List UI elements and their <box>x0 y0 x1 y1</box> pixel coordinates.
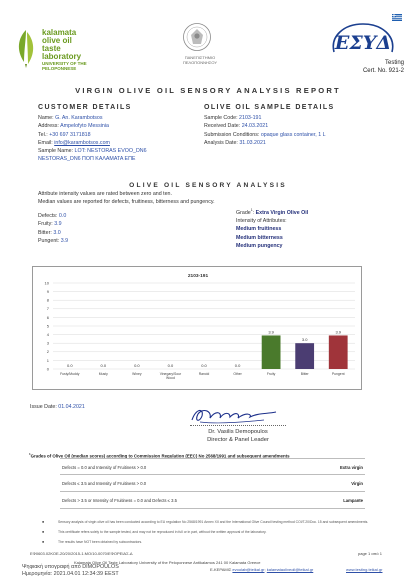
data-label: 0.0 <box>66 363 73 368</box>
bar-bitter <box>295 343 314 369</box>
field-label: Submission Conditions: <box>204 131 261 138</box>
grade-category: Extra virgin <box>339 465 363 470</box>
intensity-bitterness: Medium bitterness <box>236 234 283 241</box>
intro-line: Attribute intensity values are rated between zero and ten. <box>38 191 172 197</box>
field-label: Bitter: <box>38 229 54 236</box>
sample-code: 2103-191 <box>239 115 262 121</box>
esyd-accreditation-logo-icon <box>330 22 396 58</box>
field-label: Tel.: <box>38 131 50 138</box>
note-certificate <box>42 530 267 534</box>
note-text: Sensory analysis of virgin olive oil has been conducted according to EU regulation No 2568/1991 Annex XII and the International Olive Council testing method COI/T.20/Doc. 15 and subsequent amendments. <box>58 520 369 524</box>
received-date-row <box>204 122 326 130</box>
data-label: 0.0 <box>134 363 140 368</box>
sensory-chart <box>32 266 362 390</box>
sample-details-heading: OLIVE OIL SAMPLE DETAILS <box>204 104 335 111</box>
testing-label: Testing <box>384 60 404 66</box>
pungent-value: 3.9 <box>60 237 69 244</box>
footer-contacts: Ε-ΚΕΡΑΜΙΣ evoolab@teikal.gr; kalamataoliveoil@teikal.gr <box>210 567 314 572</box>
footer-organization: Kalamata Olive Oil Taste Laboratory University of the Peloponnese Antikalamos 241 00 Kalamata Greece <box>74 560 261 565</box>
bullet-icon: ■ <box>42 530 45 534</box>
grade-block <box>236 206 308 250</box>
field-label: Pungent: <box>38 237 61 244</box>
x-tick-label: Musty <box>98 372 108 376</box>
customer-address: Ampelofyto Messinia <box>60 123 109 130</box>
analysis-date-row <box>204 139 326 147</box>
footer-email-link[interactable]: evoolab@teikal.gr <box>232 567 265 572</box>
footer-web-link[interactable]: www.testing.teikal.gr <box>346 567 383 572</box>
grades-row-virgin <box>60 475 365 492</box>
sensory-intro <box>38 190 215 207</box>
footer-contact-text: Ε-ΚΕΡΑΜΙΣ <box>210 567 232 572</box>
note-subcontractors <box>42 540 143 544</box>
logo-line: laboratory <box>42 52 82 61</box>
signatory-name: Dr. Vasilis Demopoulos <box>208 429 268 435</box>
fruity-value: 3.9 <box>54 221 62 228</box>
logo-line: olive oil <box>42 36 72 45</box>
grade-category: Virgin <box>351 481 363 486</box>
field-label: Defects: <box>38 213 59 219</box>
data-label: 3.9 <box>268 329 274 335</box>
grades-row-lampante <box>60 492 365 509</box>
intensity-fruitiness: Medium fruitiness <box>236 226 282 233</box>
digital-signature-date: Ημερομηνία: 2021.04.01 12:34:39 EEST <box>22 571 119 577</box>
x-tick-label: Wood <box>166 376 175 380</box>
attribute-values <box>38 212 68 245</box>
x-tick-label: Rancid <box>198 372 210 376</box>
esyd-text: ΕΣΥΔ <box>334 32 392 54</box>
issue-date: 01.04.2021 <box>58 404 85 410</box>
grade-label: Grade <box>236 209 251 216</box>
y-tick-label: 6 <box>46 314 49 320</box>
pungent-row <box>38 237 68 245</box>
grades-heading-text: Grades of Olive Oil (median scores) according to Commission Regulation (EEC) No 2568/1991 and subsequent amendments <box>30 453 290 459</box>
bullet-icon: ■ <box>42 520 45 524</box>
customer-tel-row <box>38 131 147 139</box>
data-label: 0.0 <box>201 363 207 368</box>
signatory <box>180 429 296 444</box>
y-tick-label: 7 <box>46 306 49 312</box>
bitter-value: 3.0 <box>53 229 61 236</box>
seal-caption-line: ΠΕΛΟΠΟΝΝΗΣΟΥ <box>182 60 218 65</box>
customer-tel: +30 697 3171818 <box>49 131 91 138</box>
customer-name-row <box>38 114 147 122</box>
grade-criteria: Defects = 0.0 and Intensity of Fruitiness > 0.0 <box>62 465 147 470</box>
seal-caption <box>165 55 235 65</box>
logo-line: kalamata <box>42 28 77 37</box>
x-tick-label: Bitter <box>300 372 309 376</box>
customer-details-heading: CUSTOMER DETAILS <box>38 104 132 111</box>
note-method <box>42 520 369 524</box>
field-label: Email: <box>38 139 55 146</box>
grade-criteria: Defects ≤ 3.5 and Intensity of Fruitiness > 0.0 <box>62 481 147 486</box>
logo-line: taste <box>42 44 61 53</box>
grade-criteria: Defects > 3.5 or Intensity of Fruitiness = 0.0 and Defects ≤ 3.5 <box>62 498 177 503</box>
digital-signature-text: Ψηφιακή υπογραφή από DIMOPOULOS <box>22 564 119 570</box>
chart-y-axis <box>45 280 50 371</box>
customer-address-row <box>38 122 147 130</box>
logo-subline: PELOPONNESE <box>42 66 77 71</box>
field-label: Name: <box>38 115 56 121</box>
x-tick-label: Other <box>233 372 242 376</box>
sample-details <box>204 114 326 147</box>
chart-title: 2103-191 <box>187 274 209 279</box>
field-label: Sample Name: <box>38 148 75 155</box>
field-label: Analysis Date: <box>204 139 240 146</box>
sensory-bar-chart <box>33 267 363 391</box>
grade-separator: : <box>252 209 256 216</box>
defects-value: 0.0 <box>58 213 67 219</box>
defects-row <box>38 212 68 220</box>
y-tick-label: 10 <box>44 280 49 286</box>
y-tick-label: 8 <box>46 297 49 303</box>
intro-line: Median values are reported for defects, fruitiness, bitterness and pungency. <box>38 199 215 206</box>
signature-icon <box>186 404 282 426</box>
y-tick-label: 5 <box>46 323 49 329</box>
grades-table <box>60 458 365 509</box>
university-seal-icon <box>182 22 212 52</box>
chart-bars <box>67 329 348 369</box>
olive-leaf-logo-icon <box>14 28 38 68</box>
y-tick-label: 3 <box>46 340 49 346</box>
greek-flag-icon <box>392 14 402 21</box>
field-label: Address: <box>38 123 61 130</box>
issue-date-label: Issue Date: <box>30 404 59 410</box>
signatory-role: Director & Panel Leader <box>207 436 269 443</box>
customer-name: G. An. Karambotsos <box>55 115 103 121</box>
sample-name-row <box>38 147 147 155</box>
customer-details <box>38 114 147 164</box>
y-tick-label: 9 <box>46 289 49 294</box>
grades-footnote-mark: 1 <box>29 452 31 456</box>
data-label: 3.0 <box>301 337 308 343</box>
note-text: The results have NOT been obtained by subcontractors. <box>58 540 143 544</box>
y-tick-label: 1 <box>46 357 49 363</box>
document-code: ΕΦ0603.02ΚΟΕ-20/20/2015-1.ΜΟ/10-0070/ΕΦΟΡΕΙΑΣ-Δ <box>30 551 133 556</box>
report-title: VIRGIN OLIVE OIL SENSORY ANALYSIS REPORT <box>75 86 341 95</box>
data-label: 0.0 <box>167 363 174 368</box>
field-label: Received Date: <box>204 123 242 130</box>
fruity-row <box>38 220 68 228</box>
y-tick-label: 4 <box>46 332 49 337</box>
issue-date-row <box>30 403 85 411</box>
page-number: page 1 από 1 <box>358 551 382 556</box>
sample-code-row <box>204 114 326 122</box>
chart-x-axis <box>60 372 345 380</box>
submission-conditions-row <box>204 131 326 139</box>
grade-footnote-mark: 1 <box>250 208 253 212</box>
data-label: 0.0 <box>234 363 241 368</box>
x-tick-label: Fusty/Muddy <box>60 372 80 376</box>
x-tick-label: Fruity <box>266 372 276 376</box>
y-tick-label: 0 <box>46 366 49 372</box>
x-tick-label: Vinegary/Sour <box>159 372 182 376</box>
lab-logo-text <box>42 29 87 71</box>
bar-pungent <box>329 335 348 369</box>
sensory-analysis-heading: OLIVE OIL SENSORY ANALYSIS <box>129 182 287 189</box>
bar-fruity <box>262 335 281 369</box>
customer-email-row <box>38 139 147 147</box>
sample-name-row-2 <box>38 155 147 163</box>
customer-email-link[interactable]: info@karambotsos.com <box>54 139 110 146</box>
footer-email-link-2[interactable]: kalamataoliveoil@teikal.gr <box>266 567 314 572</box>
data-label: 0.0 <box>100 363 107 368</box>
received-date: 24.03.2021 <box>241 123 269 130</box>
grade-row <box>236 206 308 217</box>
logo-subline: UNIVERSITY OF THE <box>42 61 87 66</box>
y-tick-label: 2 <box>46 349 49 355</box>
data-label: 3.9 <box>335 329 342 335</box>
grade-value: Extra Virgin Olive Oil <box>255 209 309 216</box>
accreditation-text <box>344 60 404 75</box>
intensity-label: Intensity of Attributes: <box>236 218 287 225</box>
seal-caption-line: ΠΑΝΕΠΙΣΤΗΜΙΟ <box>184 55 216 60</box>
field-label: Sample Code: <box>204 115 240 121</box>
analysis-date: 31.03.2021 <box>239 139 266 146</box>
sample-name: LOT: NESTORAS EVOO_DN6 <box>74 148 147 155</box>
bullet-icon: ■ <box>42 540 45 544</box>
field-label: Fruity: <box>38 221 55 228</box>
grades-row-extra-virgin <box>60 458 365 475</box>
sample-name-continued: NESTORAS_DN6 ΠΟΠ ΚΑΛΑΜΑΤΑ ΕΠΕ <box>38 156 136 163</box>
bitter-row <box>38 229 68 237</box>
grade-category: Lampante <box>343 498 363 503</box>
cert-number: Cert. No. 921-2 <box>362 67 404 74</box>
footer-web <box>346 567 382 572</box>
x-tick-label: Winey <box>132 372 142 376</box>
x-tick-label: Pungent <box>331 372 345 376</box>
note-text: This certificate refers solely to the sample tested, and may not be reproduced in full or in part, without the written approval of the laboratory. <box>58 530 267 534</box>
submission-conditions: opaque glass container, 1 L <box>260 131 326 138</box>
signature-line <box>190 425 286 426</box>
intensity-pungency: Medium pungency <box>236 242 283 249</box>
